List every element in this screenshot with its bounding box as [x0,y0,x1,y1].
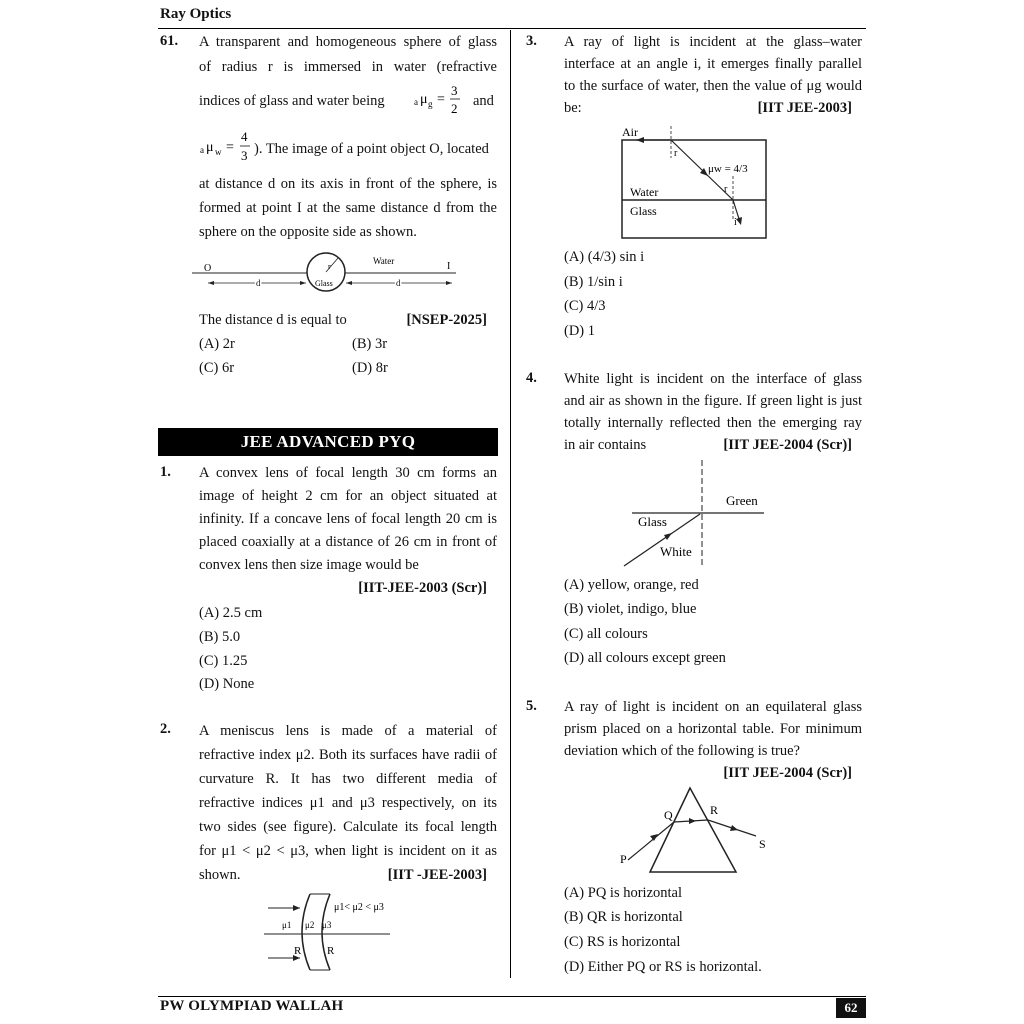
option-c[interactable]: (C) 4/3 [564,298,606,314]
question-line: deviation which of the following is true? [564,743,800,759]
question-last-line [199,863,497,887]
arrow-head [736,217,742,225]
question-line: of radius r is immersed in water (refractive [199,59,497,75]
glass-label: Glass [630,204,657,218]
mu2-label: μ2 [305,920,315,930]
option-d[interactable]: (D) 8r [352,360,388,376]
glass-air-figure [618,458,778,570]
question-line: two sides (see figure). Calculate its focal length [199,819,497,835]
prism-figure [618,784,778,878]
section-title: JEE ADVANCED PYQ [158,428,498,456]
angle-r-label: r [724,184,728,195]
formula-equals: = [437,92,445,107]
mu-glass-formula [413,82,469,122]
meniscus-figure [258,892,398,972]
question-line: to the surface of water, then the value of μg would [564,78,862,94]
column-divider [510,30,511,978]
question-line: A meniscus lens is made of a material of [199,723,497,739]
question-line: prism placed on a horizontal table. For minimum [564,721,862,737]
arrow-head [346,281,352,285]
arrow-head [689,818,696,824]
sphere-figure [186,252,466,294]
question-line: in air contains [564,437,647,453]
white-label: White [660,544,692,559]
green-label: Green [726,493,758,508]
arrow-head [208,281,214,285]
question-line: A ray of light is incident at the glass–water [564,34,862,50]
question-line: at distance d on its axis in front of the sphere, is [199,176,497,192]
page-header-title: Ray Optics [160,6,232,22]
point-s-label: S [759,837,766,851]
question-line: be: [564,100,582,116]
option-b[interactable]: (B) 3r [352,336,388,352]
question-2 [199,719,497,887]
question-line: curvature R. It has two different media of [199,771,497,787]
option-a[interactable]: (A) (4/3) sin i [564,249,645,265]
question-line: for μ1 < μ2 < μ3, when light is incident on it as [199,843,497,859]
water-label: Water [630,185,659,199]
glass-label: Glass [638,514,667,529]
question-line: sphere on the opposite side as shown. [199,224,417,240]
question-61-cont [199,173,497,244]
arrow-head [293,905,300,911]
mu3-label: μ3 [322,920,332,930]
source-tag: [IIT-JEE-2003 (Scr)] [358,580,487,596]
image-label: I [447,261,451,272]
source-tag: [NSEP-2025] [406,312,487,328]
formula-subscript: a [200,145,204,155]
question-line: interface at an angle i, it emerges finally parallel [564,56,862,72]
option-d[interactable]: (D) Either PQ or RS is horizontal. [564,959,762,975]
question-line: refractive index μ2. Both its surfaces have radii of [199,747,497,763]
point-q-label: Q [664,808,673,822]
source-tag: [IIT JEE-2003] [757,100,852,116]
question-number: 3. [526,33,537,49]
object-label: O [204,263,212,274]
question-line: totally internally reflected then the emerging ray [564,415,862,431]
footer-brand: PW OLYMPIAD WALLAH [160,998,344,1014]
option-d[interactable]: (D) all colours except green [564,650,726,666]
formula-denominator: 2 [451,101,458,116]
formula-mu: μ [206,140,214,155]
point-p-label: P [620,852,627,866]
question-line: A transparent and homogeneous sphere of glass [199,34,497,50]
distance-label: d [256,278,261,288]
option-a[interactable]: (A) 2r [199,336,235,352]
option-c[interactable]: (C) 6r [199,360,235,376]
question-line: formed at point I at the same distance d from the [199,200,497,216]
option-a[interactable]: (A) yellow, orange, red [564,577,699,593]
option-b[interactable]: (B) 1/sin i [564,274,623,290]
equilateral-prism [650,788,736,872]
question-line: White light is incident on the interface of glass [564,371,862,387]
question-line [199,83,497,116]
option-b[interactable]: (B) 5.0 [199,629,241,645]
ray-pq [628,822,674,860]
formula-subscript: g [428,99,433,109]
source-tag: [IIT JEE-2004 (Scr)] [723,437,852,453]
mu1-label: μ1 [282,920,292,930]
question-last-line [564,97,862,119]
question-61-ask [199,309,487,332]
question-3 [564,31,862,119]
water-label: Water [373,256,395,266]
lens-surface-left [302,894,310,970]
source-tag: [IIT -JEE-2003] [387,867,487,883]
lens-surface-right [322,894,330,970]
question-number: 1. [160,464,171,480]
air-label: Air [622,125,638,139]
glass-water-figure [614,122,774,242]
page-number: 62 [836,998,866,1018]
question-line: convex lens then size image would be [199,557,419,573]
question-line: shown. [199,867,241,883]
radius-label: R [294,945,302,957]
question-line: ). The image of a point object O, located [254,141,489,157]
question-61 [199,31,497,79]
footer-rule [158,996,866,997]
distance-label: d [396,278,401,288]
radius-label: r [328,262,331,271]
question-line: placed coaxially at a distance of 26 cm in front of [199,534,497,550]
formula-subscript: w [215,147,222,157]
option-a[interactable]: (A) PQ is horizontal [564,885,682,901]
formula-denominator: 3 [241,148,248,163]
question-number: 4. [526,370,537,386]
formula-numerator: 3 [451,83,458,98]
header-rule [158,28,866,29]
option-a[interactable]: (A) 2.5 cm [199,605,263,621]
radius-label: R [327,945,335,957]
question-number: 61. [160,33,179,49]
arrow-head [730,825,738,831]
option-d[interactable]: (D) 1 [564,323,596,339]
glass-label: Glass [315,279,333,288]
question-number: 5. [526,698,537,714]
question-line: infinity. If a concave lens of focal length 20 cm is [199,511,497,527]
option-b[interactable]: (B) violet, indigo, blue [564,601,697,617]
point-r-label: R [710,803,719,817]
option-d[interactable]: (D) None [199,676,255,692]
question-line: refractive indices μ1 and μ3 respectively, on its [199,795,497,811]
question-line: indices of glass and water being [199,93,385,109]
arrow-head [446,281,452,285]
mu-water-label: μw = 4/3 [708,163,748,175]
question-line: and [473,93,494,109]
formula-numerator: 4 [241,129,248,144]
angle-r-label: r [674,148,678,159]
question-line: The distance d is equal to [199,312,347,328]
mu-water-formula [199,129,257,171]
formula-mu: μ [420,92,428,107]
question-5 [564,696,862,784]
arrow-head [664,533,672,540]
question-line [199,129,497,175]
question-1 [199,462,497,600]
option-c[interactable]: (C) RS is horizontal [564,934,681,950]
option-c[interactable]: (C) all colours [564,626,648,642]
angle-i-label: i [734,217,737,228]
formula-subscript: a [414,97,418,107]
question-line: A ray of light is incident on an equilateral glass [564,699,862,715]
arrow-head [300,281,306,285]
option-c[interactable]: (C) 1.25 [199,653,248,669]
question-line: A convex lens of focal length 30 cm forms an [199,465,497,481]
question-line: image of height 2 cm for an object situated at [199,488,497,504]
arrow-head [650,834,658,841]
source-tag: [IIT JEE-2004 (Scr)] [723,765,852,781]
question-number: 2. [160,721,171,737]
question-line: and air as shown in the figure. If green light is just [564,393,862,409]
question-last-line [564,434,862,456]
formula-equals: = [226,140,234,155]
question-4 [564,368,862,456]
mu-relation-label: μ1< μ2 < μ3 [334,902,384,913]
option-b[interactable]: (B) QR is horizontal [564,909,683,925]
